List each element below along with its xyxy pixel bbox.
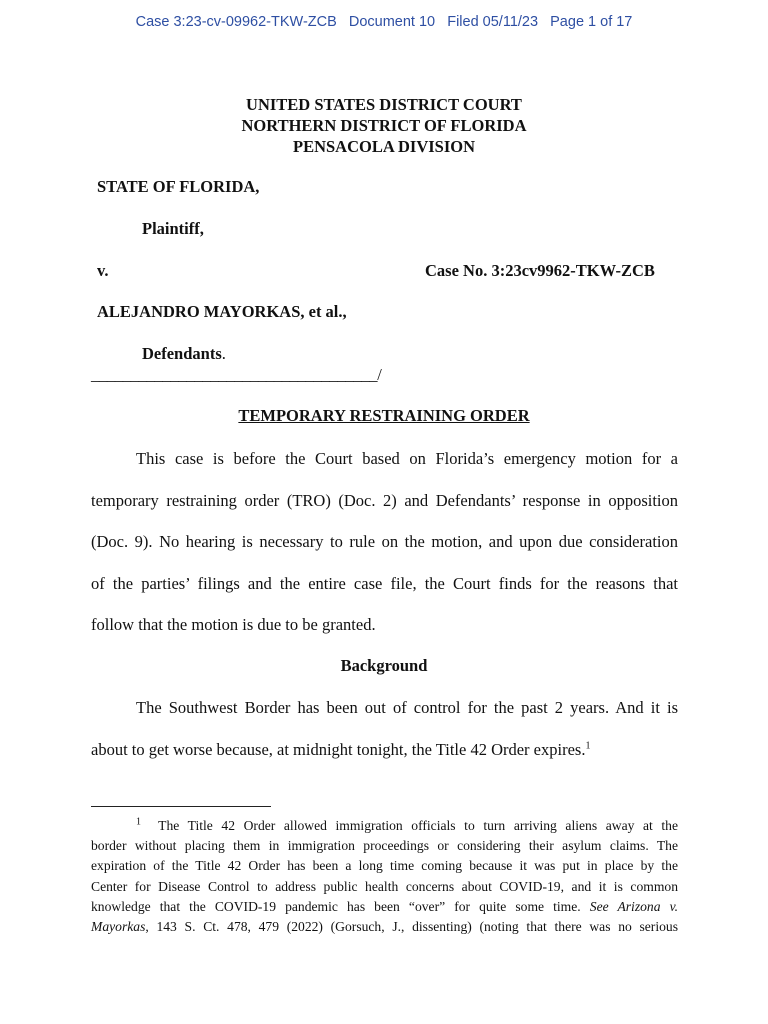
intro-line-3: (Doc. 9). No hearing is necessary to rule on the motion, and upon due consideration <box>91 532 678 551</box>
court-district-line: NORTHERN DISTRICT OF FLORIDA <box>241 116 527 135</box>
defendant-role <box>142 344 226 364</box>
background-line-1: The Southwest Border has been out of control for the past 2 years. And it is <box>136 698 678 717</box>
caption-separator: ____________________________________/ <box>91 365 382 384</box>
court-division-line: PENSACOLA DIVISION <box>293 137 475 156</box>
case-number-caption: Case No. 3:23cv9962-TKW-ZCB <box>425 261 655 280</box>
intro-line-4: of the parties’ filings and the entire case file, the Court finds for the reasons that <box>91 573 678 593</box>
footnote-line-5-text: knowledge that the COVID-19 pandemic has been “over” for quite some time. <box>91 898 590 914</box>
defendant-role-period: . <box>221 344 226 363</box>
footnote-line-3: expiration of the Title 42 Order has been a long time coming because it was put in place by the <box>91 858 678 874</box>
footnote-line-1-text: The Title 42 Order allowed immigration officials to turn arriving aliens away at the <box>158 818 678 833</box>
background-heading: Background <box>340 656 428 675</box>
footnote-1 <box>91 816 678 937</box>
background-paragraph <box>91 687 678 770</box>
intro-line-1: This case is before the Court based on Florida’s emergency motion for a <box>136 449 678 468</box>
plaintiff-role: Plaintiff, <box>142 219 204 238</box>
order-title <box>0 406 768 426</box>
defendant-role-label: Defendants <box>142 344 222 363</box>
court-name-line: UNITED STATES DISTRICT COURT <box>246 95 522 114</box>
background-line-2-text: about to get worse because, at midnight tonight, the Title 42 Order expires. <box>91 739 586 759</box>
defendant-name: ALEJANDRO MAYORKAS, et al., <box>97 302 347 321</box>
intro-paragraph <box>91 438 678 646</box>
case-number-stamp: Case 3:23-cv-09962-TKW-ZCB <box>135 14 337 30</box>
footnote-citation-see: See Arizona v. <box>589 898 678 914</box>
court-heading <box>0 94 768 157</box>
footnote-line-5 <box>91 897 678 917</box>
plaintiff-name: STATE OF FLORIDA, <box>97 177 260 196</box>
footnote-divider <box>91 806 271 807</box>
intro-line-5: follow that the motion is due to be granted. <box>91 615 376 634</box>
versus-label: v. <box>97 261 109 280</box>
footnote-line-2: border without placing them in immigration proceedings or considering their asylum claims. The <box>91 838 678 854</box>
page-number-stamp: Page 1 of 17 <box>550 14 633 30</box>
document-number-stamp: Document 10 <box>348 14 436 30</box>
filing-header-stamp <box>0 14 768 30</box>
intro-line-2: temporary restraining order (TRO) (Doc. 2) and Defendants’ response in opposition <box>91 490 678 510</box>
order-title-text: TEMPORARY RESTRAINING ORDER <box>238 406 530 425</box>
filed-date-stamp: Filed 05/11/23 <box>447 14 539 30</box>
footnote-line-6 <box>91 917 678 937</box>
footnote-reference[interactable]: 1 <box>585 740 591 751</box>
background-line-2 <box>91 729 678 771</box>
footnote-citation-case: Mayorkas <box>91 919 146 935</box>
footnote-number: 1 <box>136 816 141 828</box>
footnote-line-6-text: , 143 S. Ct. 478, 479 (2022) (Gorsuch, J., dissenting) (noting that there was no serious <box>145 919 678 935</box>
footnote-line-4: Center for Disease Control to address public health concerns about COVID-19, and it is common <box>91 878 678 894</box>
footnote-line-1 <box>91 816 678 836</box>
